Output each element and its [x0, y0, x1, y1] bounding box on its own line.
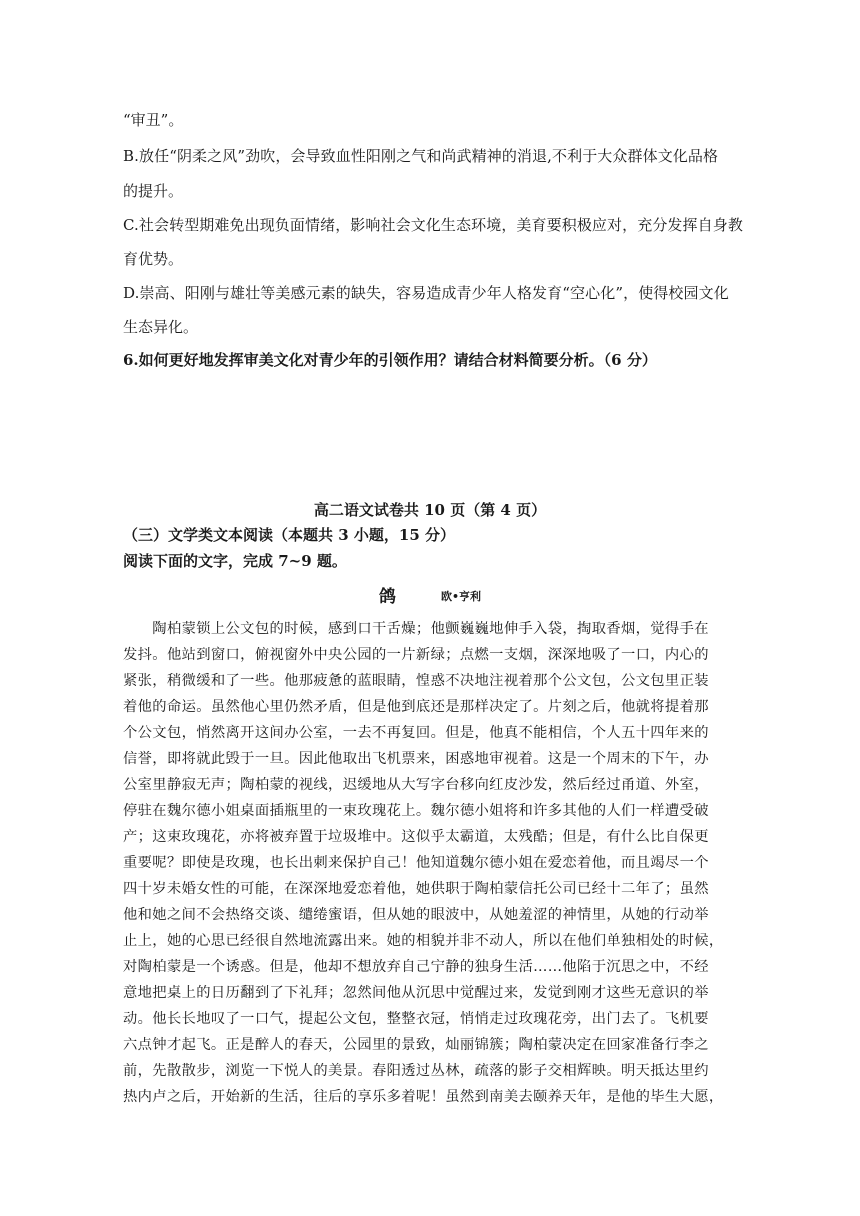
- question-6: 6.如何更好地发挥审美文化对青少年的引领作用？请结合材料简要分析。（6 分）: [123, 351, 657, 369]
- story-line: 意地把桌上的日历翻到了下礼拜；忽然间他从沉思中觉醒过来，发觉到刚才这些无意识的举: [123, 985, 709, 1001]
- story-line: 个公文包，悄然离开这间办公室，一去不再复回。但是，他真不能相信，个人五十四年来的: [123, 725, 709, 741]
- reading-instruction: 阅读下面的文字，完成 7~9 题。: [123, 552, 347, 570]
- option-c-line-2: 育优势。: [123, 250, 184, 268]
- story-author: 欧•亨利: [440, 590, 482, 603]
- story-heading: [0, 586, 860, 610]
- story-line: 前，先散散步，浏览一下悦人的美景。春阳透过丛林，疏落的影子交相辉映。明天抵达里约: [123, 1063, 709, 1079]
- option-c-line-1: C.社会转型期难免出现负面情绪，影响社会文化生态环境，美育要积极应对，充分发挥自身教: [123, 216, 743, 234]
- story-line: 停驻在魏尔德小姐桌面插瓶里的一束玫瑰花上。魏尔德小姐将和许多其他的人们一样遭受破: [123, 803, 709, 819]
- story-line: 公室里静寂无声；陶柏蒙的视线，迟缓地从大写字台移向红皮沙发，然后经过甬道、外室，: [123, 777, 709, 793]
- story-line: 六点钟才起飞。正是醉人的春天，公园里的景致，灿丽锦簇；陶柏蒙决定在回家准备行李之: [123, 1037, 709, 1053]
- story-line: 止上，她的心思已经很自然地流露出来。她的相貌并非不动人，所以在他们单独相处的时候，: [123, 933, 724, 949]
- story-line: 重要呢？即使是玫瑰，也长出刺来保护自己！他知道魏尔德小姐在爱恋着他，而且竭尽一个: [123, 855, 709, 871]
- option-d-line-2: 生态异化。: [123, 318, 199, 336]
- option-b-line-1: B.放任“阴柔之风”劲吹，会导致血性阳刚之气和尚武精神的消退,不利于大众群体文化品格: [123, 147, 719, 165]
- story-line: 热内卢之后，开始新的生活，往后的享乐多着呢！虽然到南美去颐养天年，是他的毕生大愿，: [123, 1089, 724, 1105]
- story-line: 他和她之间不会热络交谈、缱绻蜜语，但从她的眼波中，从她羞涩的神情里，从她的行动举: [123, 907, 709, 923]
- story-line: 紧张，稍微缓和了一些。他那疲惫的蓝眼睛，惶惑不决地注视着那个公文包，公文包里正装: [123, 673, 709, 689]
- question-5-option-a-tail: “审丑”。: [123, 111, 184, 129]
- story-line: 对陶柏蒙是一个诱惑。但是，他却不想放弃自己宁静的独身生活……他陷于沉思之中，不经: [123, 959, 709, 975]
- story-line: 信誉，即将就此毁于一旦。因此他取出飞机票来，困惑地审视着。这是一个周末的下午，办: [123, 751, 709, 767]
- page-footer: 高二语文试卷共 10 页（第 4 页）: [313, 501, 547, 519]
- story-line: 发抖。他站到窗口，俯视窗外中央公园的一片新绿；点燃一支烟，深深地吸了一口，内心的: [123, 647, 709, 663]
- story-line: 着他的命运。虽然他心里仍然矛盾，但是他到底还是那样决定了。片刻之后，他就将提着那: [123, 699, 709, 715]
- option-b-line-2: 的提升。: [123, 182, 184, 200]
- story-line: 产；这束玫瑰花，亦将被弃置于垃圾堆中。这似乎太霸道，太残酷；但是，有什么比自保更: [123, 829, 709, 845]
- section-title: （三）文学类文本阅读（本题共 3 小题，15 分）: [123, 526, 455, 544]
- story-line: 陶柏蒙锁上公文包的时候，感到口干舌燥；他颤巍巍地伸手入袋，掏取香烟，觉得手在: [123, 621, 709, 637]
- story-line: 动。他长长地叹了一口气，提起公文包，整整衣冠，悄悄走过玫瑰花旁，出门去了。飞机要: [123, 1011, 709, 1027]
- story-line: 四十岁未婚女性的可能，在深深地爱恋着他，她供职于陶柏蒙信托公司已经十二年了；虽然: [123, 881, 709, 897]
- option-d-line-1: D.崇高、阳刚与雄壮等美感元素的缺失，容易造成青少年人格发育“空心化”，使得校园文化: [123, 284, 729, 302]
- story-title: 鸽: [378, 587, 397, 607]
